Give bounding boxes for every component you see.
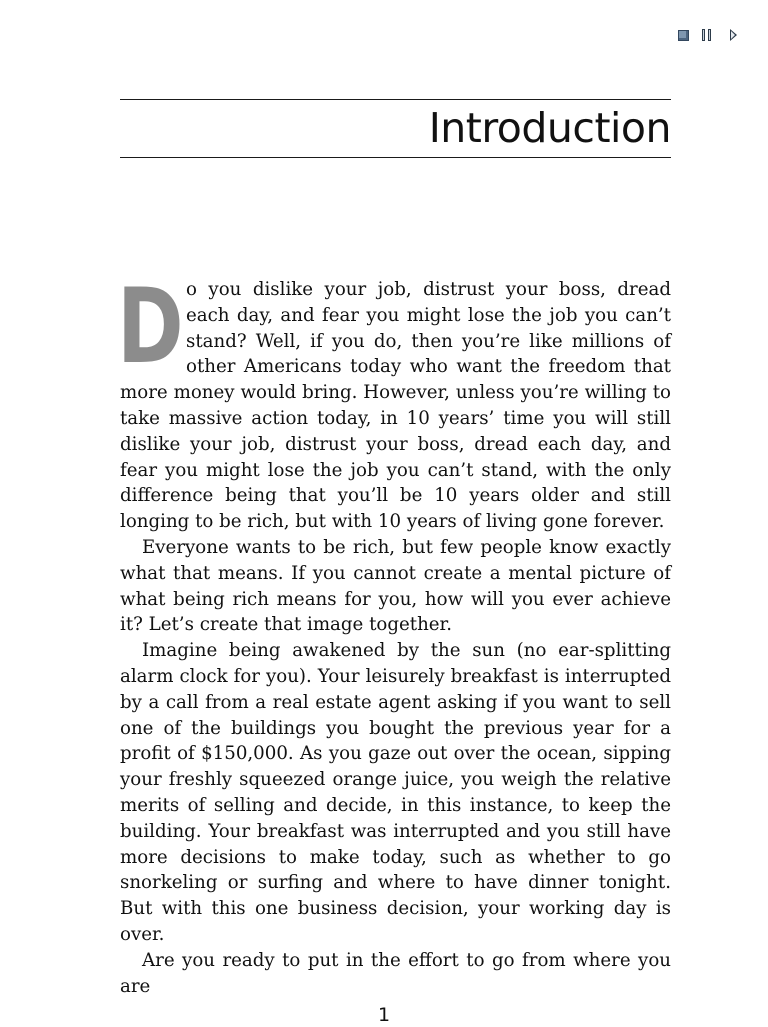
play-button[interactable] [726,27,740,43]
paragraph-4: Are you ready to put in the effort to go from where you are [120,949,671,997]
heading-rule-top [120,99,671,100]
play-icon [730,29,737,41]
heading-rule-bottom [120,157,671,158]
chapter-title: Introduction [428,104,671,152]
paragraph-3: Imagine being awakened by the sun (no ear-splitting alarm clock for you). Your leisurely breakfast is interrupted by a call from a real estate agent asking if you want to sell one of the buildings you bought the previous year for a profit of $150,000. As you gaze out over the ocean, sipping your freshly squeezed orange juice, you weigh the relative merits of selling and decide, in this instance, to keep the building. Your breakfast was interrupted and you still have more decisions to make today, such as whether to go snorkeling or surfing and where to have dinner tonight. But with this one business decision, your working day is over. [120,640,671,945]
viewer-controls [676,27,740,43]
drop-cap: D [117,267,184,387]
page-number: 1 [377,1004,391,1026]
paragraph-1-text: o you dislike your job, distrust your boss, dread each day, and fear you might lose the job you can’t stand? Well, if you do, then you’re like millions of other Americans today who want the freedom that more money would bring. However, unless you’re willing to take massive action today, in 10 years’ time you will still dislike your job, distrust your boss, dread each day, and fear you might lose the job you can’t stand, with the only difference being that you’ll be 10 years older and still longing to be rich, but with 10 years of living gone forever. [120,279,671,533]
paragraph-2: Everyone wants to be rich, but few people know exactly what that means. If you cannot create a mental picture of what being rich means for you, how will you ever achieve it? Let’s create that image together. [120,536,671,636]
pause-icon [702,29,712,41]
body-text [117,267,671,999]
stop-icon [678,30,689,41]
paragraph-1 [117,267,671,535]
pause-button[interactable] [700,27,714,43]
stop-button[interactable] [676,27,690,43]
